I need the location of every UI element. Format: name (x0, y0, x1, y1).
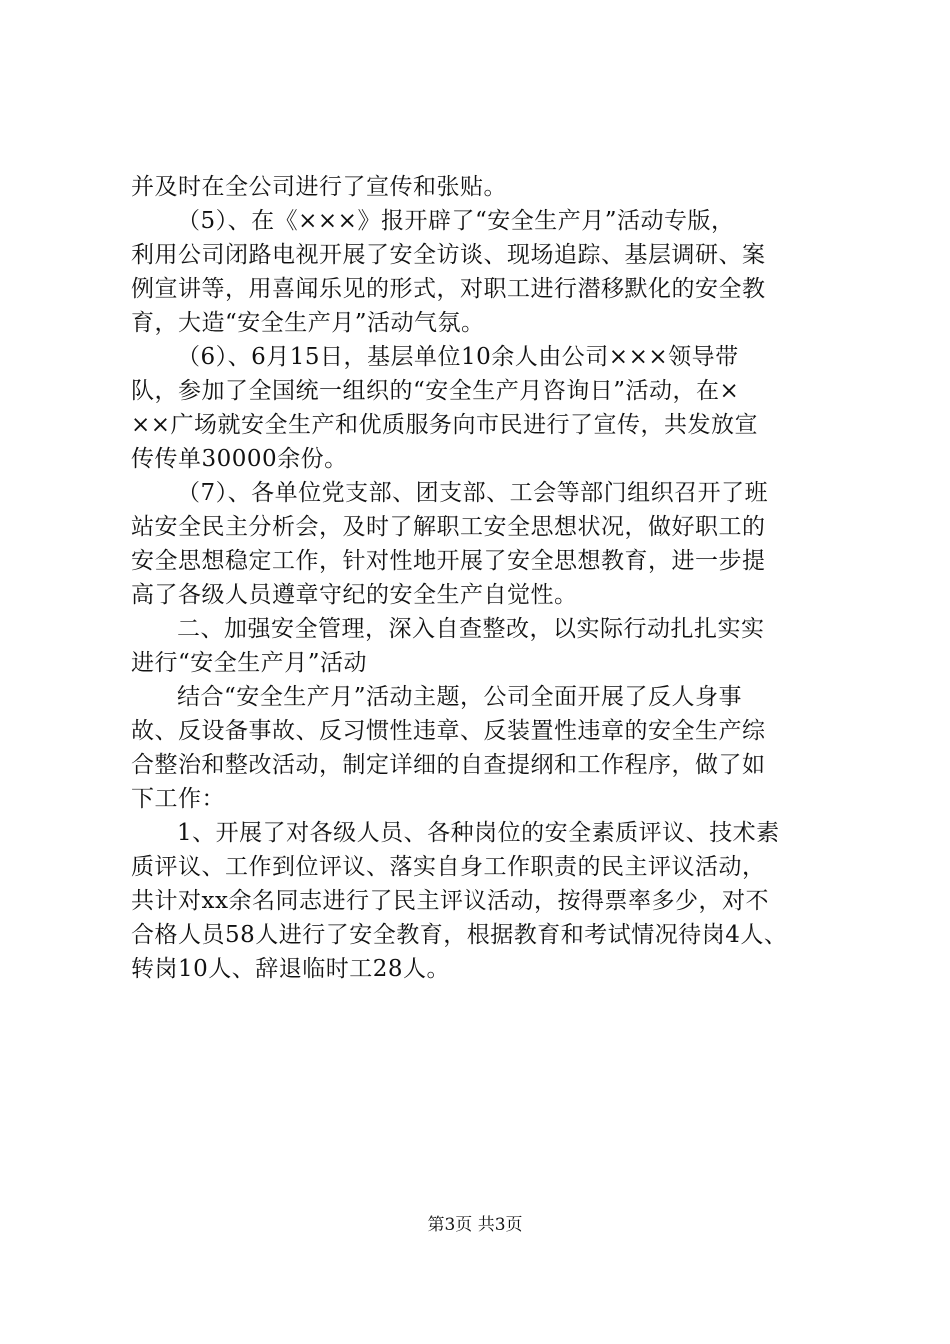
text-line: 1、开展了对各级人员、各种岗位的安全素质评议、技术素 (177, 820, 780, 846)
text-line: 合整治和整改活动，制定详细的自查提纲和工作程序，做了如 (131, 752, 766, 778)
text-line: ××广场就安全生产和优质服务向市民进行了宣传，共发放宣 (131, 412, 759, 438)
text-line: 合格人员58人进行了安全教育，根据教育和考试情况待岗4人、 (131, 922, 788, 948)
text-line: 故、反设备事故、反习惯性违章、反装置性违章的安全生产综 (131, 718, 766, 744)
text-line: 安全思想稳定工作，针对性地开展了安全思想教育，进一步提 (131, 548, 766, 574)
text-line: 传传单30000余份。 (131, 446, 348, 472)
text-line: 转岗10人、辞退临时工28人。 (131, 956, 451, 982)
section-heading-line: 二、加强安全管理，深入自查整改，以实际行动扎扎实实 (177, 616, 765, 642)
text-line: （7）、各单位党支部、团支部、工会等部门组织召开了班 (177, 480, 769, 506)
text-line: （6）、6月15日，基层单位10余人由公司×××领导带 (177, 344, 739, 370)
text-line: 共计对xx余名同志进行了民主评议活动，按得票率多少，对不 (131, 888, 769, 914)
text-line: 例宣讲等，用喜闻乐见的形式，对职工进行潜移默化的安全教 (131, 276, 766, 302)
page-number-footer: 第3页 共3页 (427, 1215, 523, 1235)
text-line: （5）、在《×××》报开辟了“安全生产月”活动专版， (177, 208, 735, 234)
text-line: 并及时在全公司进行了宣传和张贴。 (131, 174, 507, 200)
text-line: 质评议、工作到位评议、落实自身工作职责的民主评议活动， (131, 854, 766, 880)
text-line: 下工作： (131, 786, 225, 812)
text-line: 站安全民主分析会，及时了解职工安全思想状况，做好职工的 (131, 514, 766, 540)
document-body (131, 170, 831, 986)
text-line: 利用公司闭路电视开展了安全访谈、现场追踪、基层调研、案 (131, 242, 766, 268)
text-line: 高了各级人员遵章守纪的安全生产自觉性。 (131, 582, 578, 608)
text-line: 队，参加了全国统一组织的“安全生产月咨询日”活动，在× (131, 378, 740, 404)
text-line: 育，大造“安全生产月”活动气氛。 (131, 310, 485, 336)
text-line: 结合“安全生产月”活动主题，公司全面开展了反人身事 (177, 684, 743, 710)
section-heading-line: 进行“安全生产月”活动 (131, 650, 368, 676)
